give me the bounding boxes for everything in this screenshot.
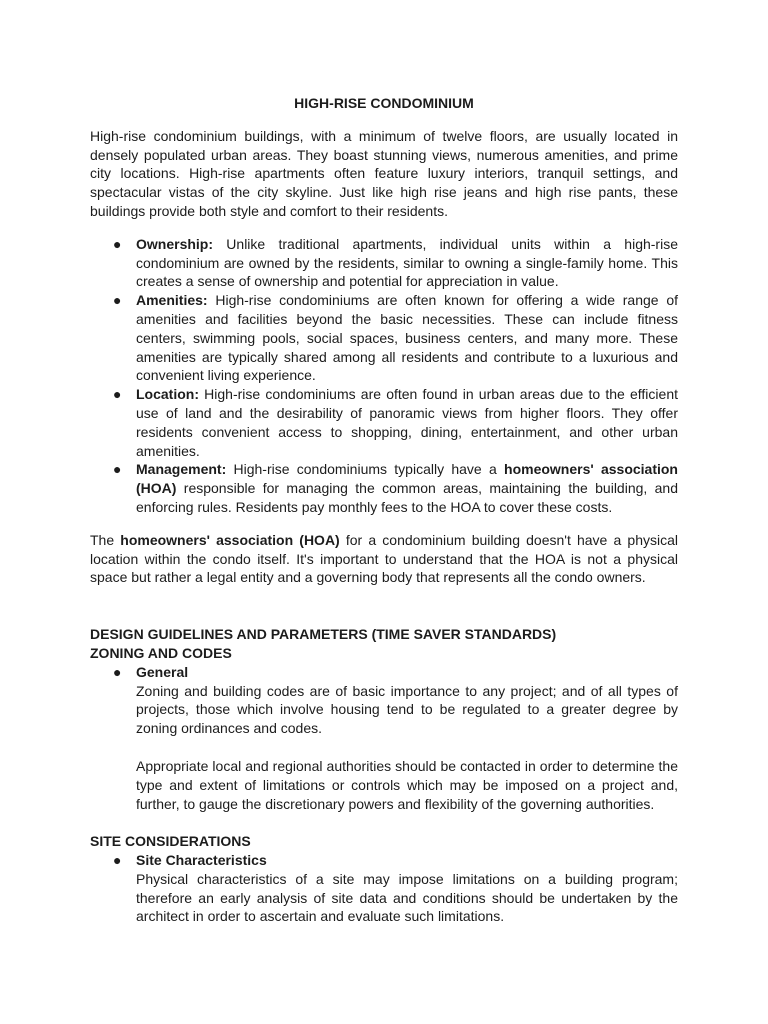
site-characteristics-paragraph: Physical characteristics of a site may impose limitations on a building program; therefore an early analysis of site data and conditions should be undertaken by the architect in order to ascertain and evaluate such limitations. bbox=[136, 870, 678, 925]
hoa-paragraph-start: The bbox=[90, 531, 121, 548]
bullet-icon: ● bbox=[113, 461, 122, 478]
site-considerations-heading: SITE CONSIDERATIONS bbox=[90, 833, 251, 850]
zoning-heading: ZONING AND CODES bbox=[90, 644, 232, 661]
intro-paragraph: High-rise condominium buildings, with a minimum of twelve floors, are usually located in densely populated urban areas. They boast stunning views, numerous amenities, and prime city locations. High-rise apartments often feature luxury interiors, tranquil settings, and spectacular vistas of the city skyline. Just like high rise jeans and high rise pants, these buildings provide both style and comfort to their residents. bbox=[90, 127, 678, 219]
hoa-paragraph-rest: for a condominium building doesn't have a physical location within the condo itself. It's important to understand that the HOA is not a physical space but rather a legal entity and a governing body that represents all the condo owners. bbox=[90, 531, 679, 586]
list-item-text: High-rise condominiums typically have a bbox=[226, 461, 505, 478]
list-item-label: Location: bbox=[136, 386, 199, 403]
feature-list bbox=[90, 235, 678, 517]
bullet-icon: ● bbox=[113, 386, 122, 403]
list-item-label: Ownership: bbox=[136, 235, 214, 252]
list-item-label: General bbox=[136, 663, 189, 680]
list-item-text: High-rise condominiums are often found in urban areas due to the efficient use of land and the desirability of panoramic views from higher floors. They offer residents convenient access to shopping, dining, entertainment, and other urban amenities. bbox=[136, 386, 678, 459]
bullet-icon: ● bbox=[113, 292, 122, 309]
bullet-icon: ● bbox=[113, 235, 122, 252]
list-item-amenities bbox=[113, 291, 678, 385]
bullet-icon: ● bbox=[113, 663, 122, 680]
list-item-text: High-rise condominiums are often known for offering a wide range of amenities and facilities beyond the basic necessities. These can include fitness centers, swimming pools, social spaces, business centers, and many more. These amenities are typically shared among all residents and contribute to a luxurious and convenient living experience. bbox=[136, 292, 678, 384]
site-list bbox=[90, 851, 678, 926]
document-title: HIGH-RISE CONDOMINIUM bbox=[294, 95, 474, 111]
paragraph-spacer bbox=[136, 738, 678, 757]
hoa-term: homeowners' association (HOA) bbox=[120, 531, 340, 548]
section-spacer bbox=[90, 813, 678, 832]
bullet-icon: ● bbox=[113, 852, 122, 869]
list-item-location bbox=[113, 385, 678, 460]
list-item-management bbox=[113, 460, 678, 516]
list-item-text: Unlike traditional apartments, individual units within a high-rise condominium are owned by the residents, similar to owning a single-family home. This creates a sense of ownership and potential for appreciation in value. bbox=[136, 235, 678, 290]
zoning-list bbox=[90, 663, 678, 814]
hoa-term: homeowners' association (HOA) bbox=[136, 461, 678, 497]
list-item-label: Management: bbox=[136, 461, 227, 478]
list-item-general bbox=[113, 663, 678, 814]
list-item-site-characteristics bbox=[113, 851, 678, 926]
list-item-label: Amenities: bbox=[136, 292, 208, 309]
general-paragraph-1: Zoning and building codes are of basic importance to any project; and of all types of projects, those which involve housing tend to be regulated to a greater degree by zoning ordinances and codes. bbox=[136, 682, 678, 737]
list-item-label: Site Characteristics bbox=[136, 852, 267, 869]
list-item-text: responsible for managing the common areas, maintaining the building, and enforcing rules. Residents pay monthly fees to the HOA to cover these costs. bbox=[136, 480, 678, 515]
general-paragraph-2: Appropriate local and regional authorities should be contacted in order to determine the type and extent of limitations or controls which may be imposed on a project and, further, to gauge the discretionary powers and flexibility of the governing authorities. bbox=[136, 757, 678, 812]
hoa-paragraph bbox=[90, 531, 678, 587]
list-item-ownership bbox=[113, 235, 678, 291]
design-guidelines-heading: DESIGN GUIDELINES AND PARAMETERS (TIME SAVER STANDARDS) bbox=[90, 626, 557, 643]
